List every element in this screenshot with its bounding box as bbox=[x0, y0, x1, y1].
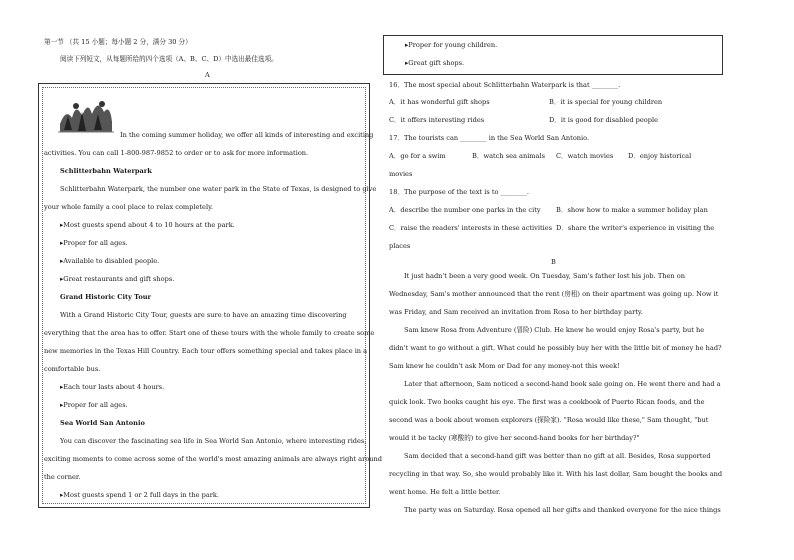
passage-b-line: was Friday, and Sam received an invitation from Rosa to her birthday party. bbox=[389, 308, 643, 316]
q17-option-d: D．enjoy historical bbox=[628, 152, 692, 160]
passage-b-line: didn't want to go without a gift. What could he possibly buy her with the little bit of money he had? bbox=[389, 344, 722, 352]
grand-tour-desc-3: new memories in the Texas Hill Country. Each tour offers something special and takes place in a bbox=[44, 347, 368, 355]
passage-a-letter: A bbox=[205, 71, 210, 79]
q16-stem: 16．The most special about Schlitterbahn Waterpark is that ________. bbox=[389, 81, 621, 89]
q17-option-c: C．watch movies bbox=[556, 152, 614, 160]
passage-b-letter: B bbox=[551, 258, 556, 266]
grand-tour-bullet-1: ▸Each tour lasts about 4 hours. bbox=[60, 383, 165, 391]
q16-option-c: C．it offers interesting rides bbox=[389, 116, 485, 124]
intro-line-1: In the coming summer holiday, we offer all kinds of interesting and exciting bbox=[120, 131, 374, 139]
q17-option-d-continued: movies bbox=[389, 170, 413, 178]
section-header: 第一节 （共 15 小题；每小题 2 分，满分 30 分） bbox=[44, 38, 192, 46]
box-bullet-1: ▸Proper for young children. bbox=[405, 41, 498, 49]
sea-world-title: Sea World San Antonio bbox=[60, 419, 145, 427]
passage-b-line: Sam knew he couldn't ask Mom or Dad for any money-not this week! bbox=[389, 362, 620, 370]
grand-tour-desc-1: With a Grand Historic City Tour, guests are sure to have an amazing time discovering bbox=[60, 311, 347, 319]
sea-world-desc-2: exciting moments to come across some of the world's most amazing animals are always right around bbox=[44, 455, 382, 463]
grand-tour-desc-4: comfortable bus. bbox=[44, 365, 101, 373]
q16-option-a: A．it has wonderful gift shops bbox=[389, 98, 490, 106]
passage-b-line: Sam knew Rosa from Adventure (冒险) Club. He knew he would enjoy Rosa's party, but he bbox=[404, 326, 705, 334]
passage-b-line: Sam decided that a second-hand gift was better than no gift at all. Besides, Rosa supported bbox=[404, 452, 711, 460]
passage-b-line: It just hadn't been a very good week. On Tuesday, Sam's father lost his job. Then on bbox=[404, 272, 685, 280]
schlitterbahn-desc-2: your whole family a cool place to relax completely. bbox=[44, 203, 214, 211]
schlitterbahn-title: Schlitterbahn Waterpark bbox=[60, 167, 152, 175]
box-bullet-2: ▸Great gift shops. bbox=[405, 59, 465, 67]
q18-stem: 18．The purpose of the text is to ________. bbox=[389, 188, 530, 196]
schlitterbahn-bullet-1: ▸Most guests spend about 4 to 10 hours at the park. bbox=[60, 221, 235, 229]
sea-world-desc-3: the corner. bbox=[44, 473, 81, 481]
q17-stem: 17．The tourists can ________ in the Sea World San Antonio. bbox=[389, 134, 590, 142]
sea-world-desc-1: You can discover the fascinating sea life in Sea World San Antonio, where interesting rides, bbox=[60, 437, 367, 445]
q16-option-b: B．it is special for young children bbox=[549, 98, 663, 106]
sea-world-bullet-1: ▸Most guests spend 1 or 2 full days in the park. bbox=[60, 491, 220, 499]
holiday-photo-image bbox=[58, 94, 114, 134]
intro-line-2: activities. You can call 1-800-987-9852 to order or to ask for more information. bbox=[44, 149, 309, 157]
schlitterbahn-bullet-4: ▸Great restaurants and gift shops. bbox=[60, 275, 175, 283]
q18-option-c: C．raise the readers' interests in these activities bbox=[389, 224, 553, 232]
passage-b-line: second was a book about women explorers (探险家). "Rosa would like these," Sam thought, "but bbox=[389, 416, 709, 424]
passage-b-line: Wednesday, Sam's mother announced that the rent (房租) on their apartment was going up. Now it bbox=[389, 290, 719, 298]
passage-b-line: The party was on Saturday. Rosa opened all her gifts and thanked everyone for the nice things bbox=[404, 506, 721, 514]
passage-b-line: recycling in that way. So, she would probably like it. With his last dollar, Sam bought the books and bbox=[389, 470, 723, 478]
q18-option-d-continued: places bbox=[389, 242, 411, 250]
q17-option-b: B．watch sea animals bbox=[472, 152, 545, 160]
q18-option-a: A．describe the number one parks in the city bbox=[389, 206, 541, 214]
schlitterbahn-bullet-3: ▸Available to disabled people. bbox=[60, 257, 160, 265]
grand-tour-title: Grand Historic City Tour bbox=[60, 293, 151, 301]
passage-b-line: quick look. Two books caught his eye. The first was a cookbook of Puerto Rican foods, and the bbox=[389, 398, 705, 406]
passage-b-line: would it be tacky (寒酸的) to give her second-hand books for her birthday?" bbox=[389, 434, 640, 442]
grand-tour-bullet-2: ▸Proper for all ages. bbox=[60, 401, 128, 409]
q18-option-b: B．show how to make a summer holiday plan bbox=[556, 206, 708, 214]
passage-b-line: Later that afternoon, Sam noticed a second-hand book sale going on. He went there and had a bbox=[404, 380, 721, 388]
grand-tour-desc-2: everything that the area has to offer. Start one of these tours with the whole family to create some bbox=[44, 329, 375, 337]
schlitterbahn-bullet-2: ▸Proper for all ages. bbox=[60, 239, 128, 247]
instructions: 阅读下列短文，从每题所给的四个选项（A、B、C、D）中选出最佳选项。 bbox=[60, 55, 278, 63]
q16-option-d: D．it is good for disabled people bbox=[549, 116, 658, 124]
schlitterbahn-desc-1: Schlitterbahn Waterpark, the number one water park in the State of Texas, is designed to give bbox=[60, 185, 377, 193]
passage-b-line: went home. He felt a little better. bbox=[389, 488, 501, 496]
q18-option-d: D．share the writer's experience in visiting the bbox=[556, 224, 715, 232]
q17-option-a: A．go for a swim bbox=[389, 152, 446, 160]
